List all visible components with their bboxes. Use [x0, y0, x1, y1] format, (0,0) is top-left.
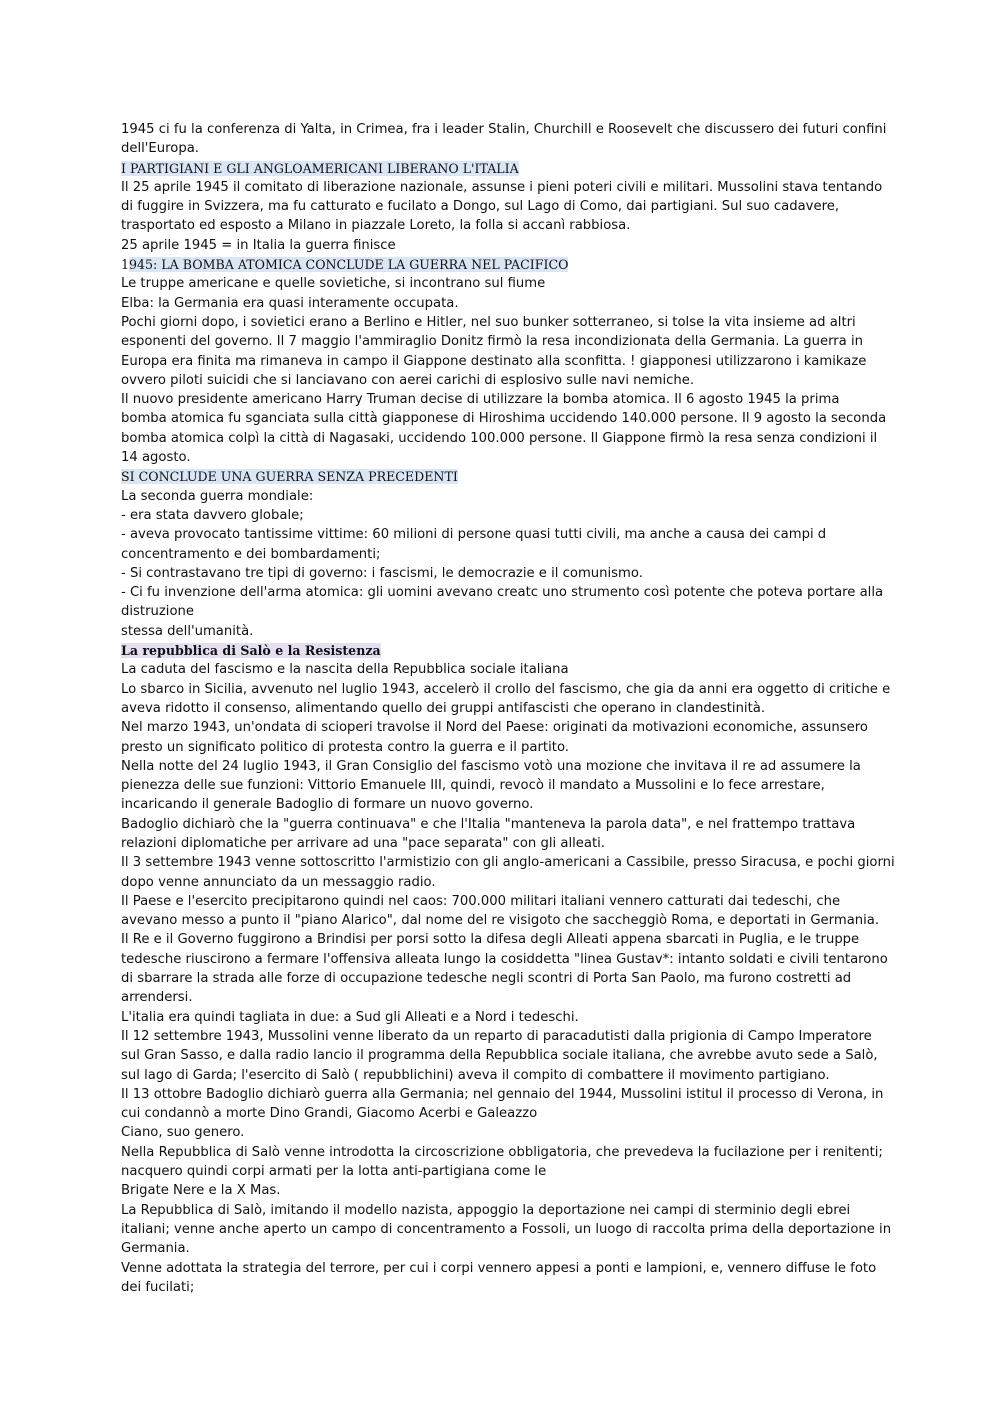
body-text: cui condannò a morte Dino Grandi, Giacomo Acerbi e Galeazzo — [121, 1106, 538, 1122]
body-text: distruzione — [121, 604, 194, 620]
body-text: Elba: la Germania era quasi interamente occupata. — [121, 295, 459, 311]
body-text: Le truppe americane e quelle sovietiche, si incontrano sul fiume — [121, 276, 546, 292]
body-text: bomba atomica colpì la città di Nagasaki, uccidendo 100.000 persone. Il Giappone firmò la resa senza condizioni il — [121, 430, 878, 446]
body-text: Pochi giorni dopo, i sovietici erano a Berlino e Hitler, nel suo bunker sotterraneo, si tolse la vita insieme ad altri — [121, 314, 856, 330]
body-text: 1945 ci fu la conferenza di Yalta, in Crimea, fra i leader Stalin, Churchill e Roosevelt che discussero dei futuri confini — [121, 122, 887, 137]
body-text: arrendersi. — [121, 990, 193, 1006]
heading-text: La repubblica di Salò e la Resistenza — [121, 643, 381, 659]
body-text: Il nuovo presidente americano Harry Truman decise di utilizzare la bomba atomica. Il 6 agosto 1945 la prima — [121, 392, 840, 408]
body-text: Venne adottata la strategia del terrore, per cui i corpi vennero appesi a ponti e lampioni, e, vennero diffuse le foto — [121, 1260, 877, 1276]
body-text: Nella notte del 24 luglio 1943, il Gran Consiglio del fascismo votò una mozione che invitava il re ad assumere la — [121, 758, 861, 774]
body-text: La seconda guerra mondiale: — [121, 488, 314, 504]
section-heading — [121, 255, 890, 274]
body-text: Badoglio dichiarò che la "guerra continuava" e che l'Italia "manteneva la parola data", e nel frattempo trattava — [121, 816, 856, 832]
body-text: Europa era finita ma rimaneva in campo il Giappone destinato alla sconfitta. ! giapponesi utilizzarono i kamikaze — [121, 353, 867, 369]
body-text: trasportato ed esposto a Milano in piazzale Loreto, la folla si accanì rabbiosa. — [121, 218, 631, 234]
list-item: - era stata davvero globale; — [121, 507, 304, 523]
body-text: sul Gran Sasso, e dalla radio lancio il programma della Repubblica sociale italiana, che avrebbe avuto sede a Salò, — [121, 1048, 878, 1064]
body-text: sul lago di Garda; l'esercito di Salò ( repubblichini) aveva il compito di combattere il movimento partigiano. — [121, 1067, 830, 1083]
body-text: italiani; venne anche aperto un campo di concentramento a Fossoli, un luogo di raccolta prima della deportazione in — [121, 1221, 892, 1237]
list-item: - Ci fu invenzione dell'arma atomica: gli uomini avevano creatc uno strumento così potente che poteva portare alla — [121, 585, 884, 601]
body-text: Brigate Nere e la X Mas. — [121, 1183, 281, 1199]
list-item: - aveva provocato tantissime vittime: 60 milioni di persone quasi tutti civili, ma anche a causa dei campi d — [121, 527, 827, 543]
body-text: tedesche riuscirono a fermare l'offensiva alleata lungo la cosiddetta "linea Gustav*: intanto soldati e civili tentarono — [121, 951, 888, 967]
body-text: bomba atomica fu sganciata sulla città giapponese di Hiroshima uccidendo 140.000 persone. Il 9 agosto la seconda — [121, 411, 887, 427]
body-text: dell'Europa. — [121, 141, 199, 157]
body-text: 14 agosto. — [121, 450, 191, 466]
heading-text: SI CONCLUDE UNA GUERRA SENZA PRECEDENTI — [121, 469, 458, 485]
body-text: 25 aprile 1945 = in Italia la guerra finisce — [121, 237, 396, 253]
body-text: Ciano, suo genero. — [121, 1125, 245, 1141]
body-text: di fuggire in Svizzera, ma fu catturato e fucilato a Dongo, sul Lago di Como, dai partigiani. Sul suo cadavere, — [121, 199, 840, 215]
body-text: Il 12 settembre 1943, Mussolini venne liberato da un reparto di paracadutisti dalla prigionia di Campo Imperatore — [121, 1028, 872, 1044]
body-text: ovvero piloti suicidi che si lanciavano con aerei carichi di esplosivo sulle navi nemiche. — [121, 372, 695, 388]
body-text: Il Paese e l'esercito precipitarono quindi nel caos: 700.000 militari italiani vennero catturati dai tedeschi, che — [121, 893, 841, 909]
heading-text: 945: LA BOMBA ATOMICA CONCLUDE LA GUERRA NEL PACIFICO — [129, 257, 569, 273]
chapter-heading — [121, 641, 890, 660]
heading-text: I PARTIGIANI E GLI ANGLOAMERICANI LIBERANO L'ITALIA — [121, 160, 519, 176]
body-text: presto un significato politico di protesta contro la guerra e il partito. — [121, 739, 569, 755]
body-text: dei fucilati; — [121, 1279, 195, 1295]
list-item: - Si contrastavano tre tipi di governo: i fascismi, le democrazie e il comunismo. — [121, 565, 643, 581]
body-text: stessa dell'umanità. — [121, 623, 254, 639]
body-text: Germania. — [121, 1241, 190, 1257]
body-text: relazioni diplomatiche per arrivare ad una "pace separata" con gli alleati. — [121, 835, 605, 851]
body-text: esponenti del governo. Il 7 maggio l'ammiraglio Donitz firmò la resa incondizionata della Germania. La guerra in — [121, 334, 863, 350]
body-text: incaricando il generale Badoglio di formare un nuovo governo. — [121, 797, 534, 813]
section-heading — [121, 467, 890, 486]
body-text: aveva ridotto il consenso, alimentando quello dei gruppi antifascisti che operano in clandestinità. — [121, 700, 766, 716]
body-text: di sbarrare la strada alle forze di occupazione tedesche negli scontri di Porta San Paolo, ma furono costretti ad — [121, 971, 852, 987]
body-text: pienezza delle sue funzioni: Vittorio Emanuele III, quindi, revocò il mandato a Mussolini e lo fece arrestare, — [121, 778, 825, 794]
body-text: concentramento e dei bombardamenti; — [121, 546, 381, 562]
body-text: Il 13 ottobre Badoglio dichiarò guerra alla Germania; nel gennaio del 1944, Mussolini istitul il processo di Verona, in — [121, 1086, 884, 1102]
body-text: Lo sbarco in Sicilia, avvenuto nel luglio 1943, accelerò il crollo del fascismo, che gia da anni era oggetto di critiche e — [121, 681, 891, 697]
body-text: dopo venne annunciato da un messaggio radio. — [121, 874, 436, 890]
body-text: Il Re e il Governo fuggirono a Brindisi per porsi sotto la difesa degli Alleati appena sbarcati in Puglia, e le truppe — [121, 932, 860, 948]
body-text: nacquero quindi corpi armati per la lotta anti-partigiana come le — [121, 1164, 547, 1180]
subheading-text: La caduta del fascismo e la nascita della Repubblica sociale italiana — [121, 662, 569, 678]
body-text: Nella Repubblica di Salò venne introdotta la circoscrizione obbligatoria, che prevedeva la fucilazione per i renitenti; — [121, 1144, 883, 1160]
heading-prefix: 1 — [121, 257, 130, 273]
body-text: L'italia era quindi tagliata in due: a Sud gli Alleati e a Nord i tedeschi. — [121, 1009, 579, 1025]
body-text: Nel marzo 1943, un'ondata di scioperi travolse il Nord del Paese: originati da motivazioni economiche, assunsero — [121, 720, 868, 736]
section-heading — [121, 159, 890, 178]
body-text: Il 25 aprile 1945 il comitato di liberazione nazionale, assunse i pieni poteri civili e militari. Mussolini stava tentando — [121, 179, 883, 195]
body-text: avevano messo a punto il "piano Alarico", dal nome del re visigoto che saccheggiò Roma, e deportati in Germania. — [121, 913, 880, 929]
body-text: Il 3 settembre 1943 venne sottoscritto l'armistizio con gli anglo-americani a Cassibile, presso Siracusa, e pochi giorni — [121, 855, 895, 871]
body-text: La Repubblica di Salò, imitando il modello nazista, appoggio la deportazione nei campi di sterminio degli ebrei — [121, 1202, 851, 1218]
